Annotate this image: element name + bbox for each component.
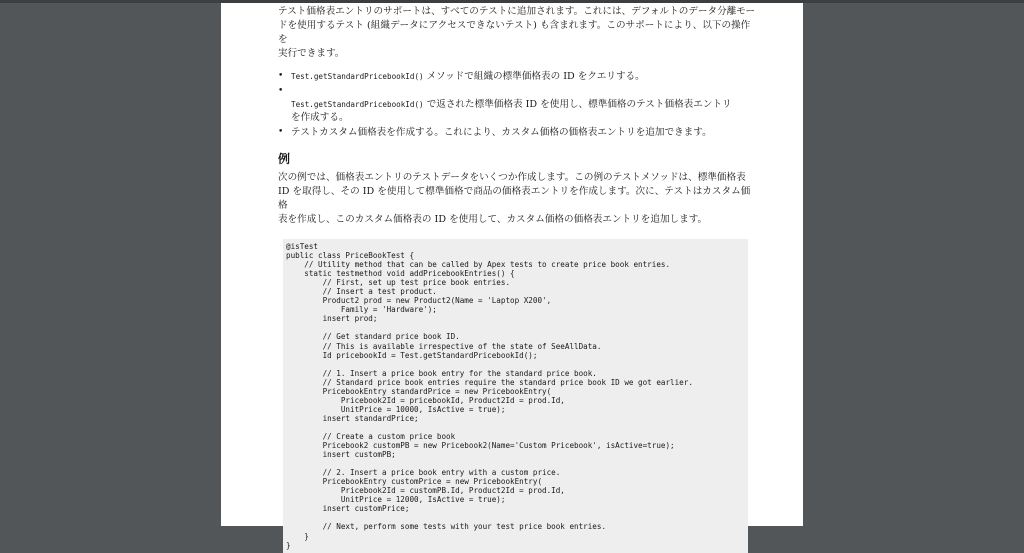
- page-content: [278, 5, 756, 553]
- intro-paragraph: テスト価格表エントリのサポートは、すべてのテストに追加されます。これには、デフォルトのデータ分離モー ドを使用するテスト (組織データにアクセスできないテスト) も含まれます。このサポートにより、以下の操作を 実行できます。: [278, 6, 756, 59]
- section-heading: 例: [278, 152, 291, 166]
- document-page: [221, 3, 803, 550]
- feature-list: [278, 70, 756, 139]
- inline-code: Test.getStandardPricebookId(): [291, 72, 424, 81]
- bullet-icon: •: [278, 127, 284, 137]
- list-item-text: テストカスタム価格表を作成する。これにより、カスタム価格の価格表エントリを追加できます。: [291, 127, 712, 138]
- bullet-icon: •: [278, 71, 284, 81]
- list-item-text: メソッドで組織の標準価格表の ID をクエリする。: [423, 71, 645, 82]
- list-item: [278, 70, 756, 83]
- code-sample[interactable]: @isTest public class PriceBookTest { // Utility method that can be called by Apex tests to create price book entries. static testmethod void addPricebookEntries() { // First, set up test price book entries. // Insert a test product. Product2 prod = new Product2(Name = 'Laptop X200', Family = 'Hardware'); insert prod; // Get standard price book ID. // This is available irrespective of the state of SeeAllData. Id pricebookId = Test.getStandardPricebookId(); // 1. Insert a price book entry for the standard price book. // Standard price book entries require the standard price book ID we got earlier. PricebookEntry standardPrice = new PricebookEntry( Pricebook2Id = pricebookId, Product2Id = prod.Id, UnitPrice = 10000, IsActive = true); insert standardPrice; // Create a custom price book Pricebook2 customPB = new Pricebook2(Name='Custom Pricebook', isActive=true); insert customPB; // 2. Insert a price book entry with a custom price. PricebookEntry customPrice = new PricebookEntry( Pricebook2Id = customPB.Id, Product2Id = prod.Id, UnitPrice = 12000, IsActive = true); insert customPrice; // Next, perform some tests with your test price book entries. } }: [286, 242, 693, 550]
- list-item-text: で返された標準価格表 ID を使用し、標準価格のテスト価格表エントリ を作成する。: [291, 99, 732, 123]
- list-item: [278, 126, 756, 139]
- bullet-icon: •: [278, 86, 284, 96]
- list-item: [278, 85, 756, 124]
- inline-code: Test.getStandardPricebookId(): [291, 100, 424, 109]
- code-block[interactable]: [283, 239, 748, 553]
- example-paragraph: 次の例では、価格表エントリのテストデータをいくつか作成します。この例のテストメソッドは、標準価格表 ID を取得し、その ID を使用して標準価格で商品の価格表エントリを作成します。次に、テストはカスタム価格 表を作成し、このカスタム価格表の ID を使用して、カスタム価格の価格表エントリを追加します。: [278, 172, 751, 225]
